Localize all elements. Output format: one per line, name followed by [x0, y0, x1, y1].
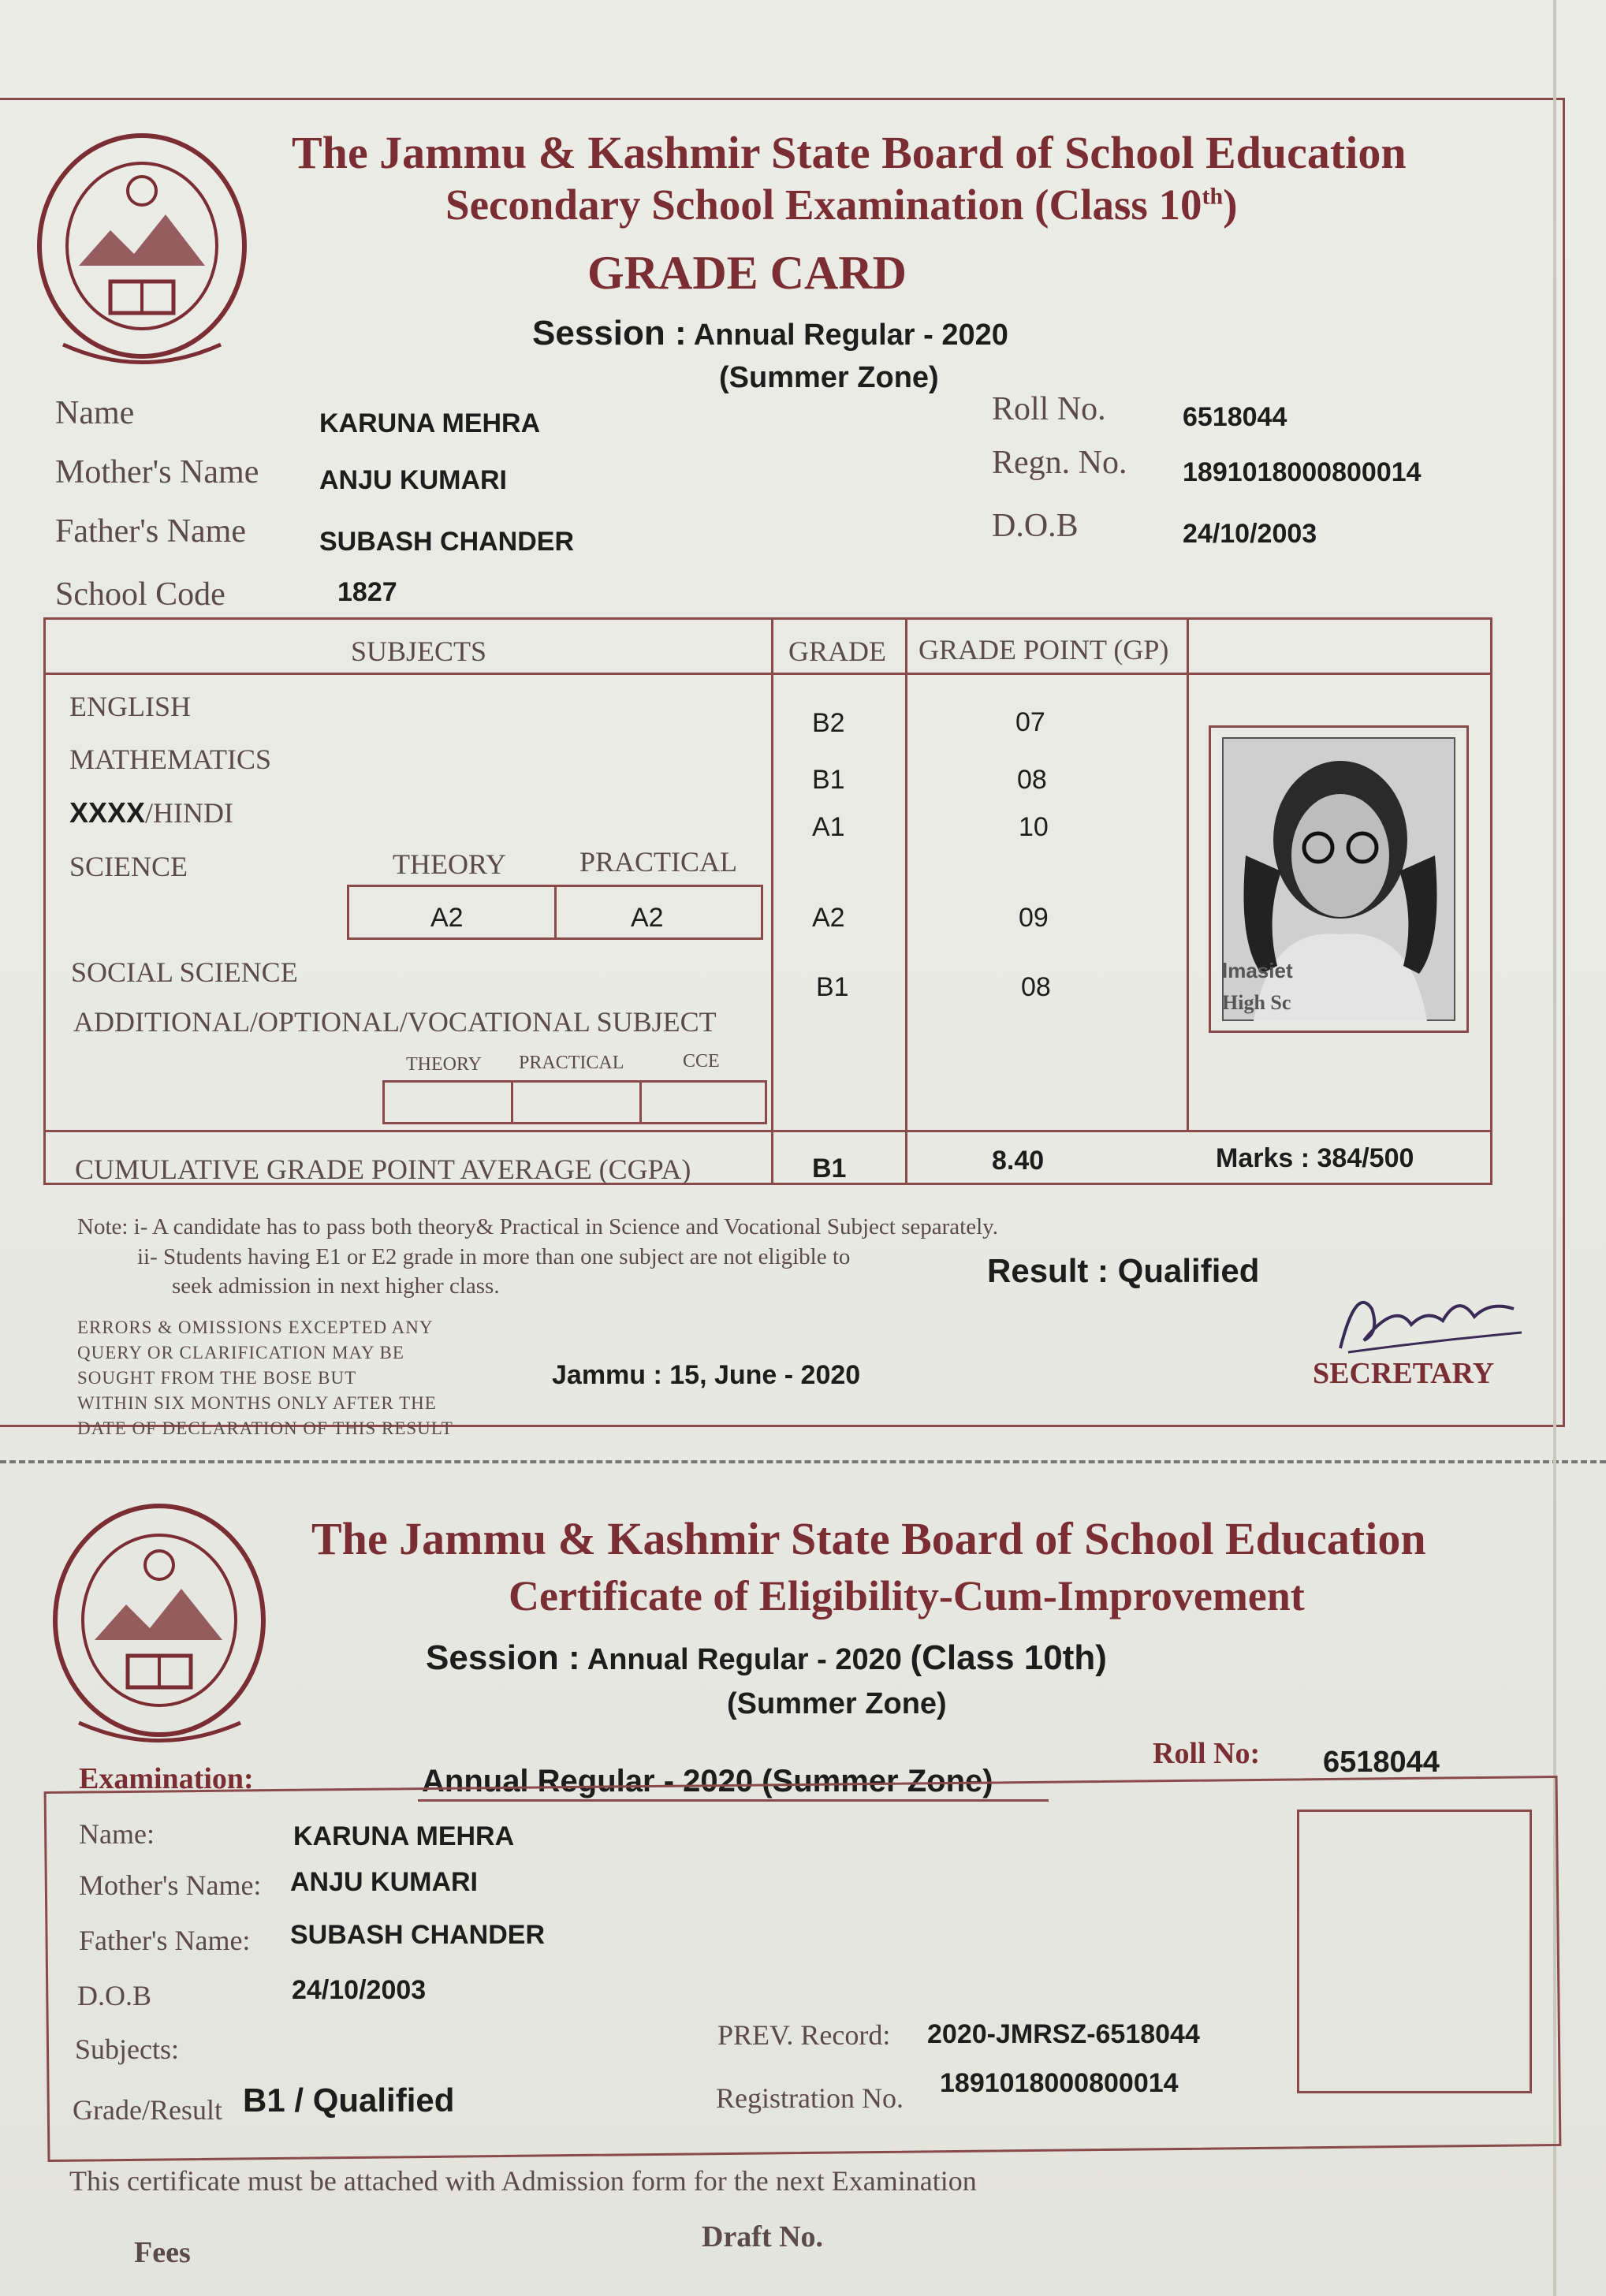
gp-science: 09 [1019, 903, 1049, 933]
board-emblem-icon-2 [47, 1498, 272, 1750]
add-practical-label: PRACTICAL [519, 1053, 624, 1073]
cert-class: (Class 10th) [910, 1638, 1107, 1677]
errors-line-4: WITHIN SIX MONTHS ONLY AFTER THE [77, 1393, 437, 1413]
dob-label: D.O.B [992, 508, 1079, 544]
errors-line-1: ERRORS & OMISSIONS EXCEPTED ANY [77, 1318, 434, 1337]
add-cce-label: CCE [683, 1051, 720, 1072]
tear-line [0, 1460, 1606, 1463]
cert-roll-label: Roll No: [1153, 1737, 1261, 1770]
grade-english: B2 [812, 708, 845, 738]
roll-label: Roll No. [992, 391, 1106, 427]
cert-zone: (Summer Zone) [727, 1687, 947, 1720]
subject-science: SCIENCE [69, 851, 188, 882]
theory-label: THEORY [393, 848, 506, 880]
cert-mother-label: Mother's Name: [79, 1869, 262, 1901]
student-photo [1222, 737, 1455, 1021]
name-label: Name [55, 395, 135, 431]
cert-session-line [426, 1638, 1107, 1678]
science-practical-grade: A2 [631, 903, 664, 933]
session-zone: (Summer Zone) [719, 361, 939, 394]
cert-grade-value: B1 / Qualified [243, 2082, 455, 2119]
cert-grade-label: Grade/Result [73, 2094, 222, 2126]
cert-session-value: Annual Regular - 2020 [587, 1643, 902, 1676]
table-col-rule-2 [905, 617, 907, 1185]
dob-value: 24/10/2003 [1183, 519, 1317, 549]
subject-language [69, 796, 233, 829]
subject-language-name: /HINDI [145, 797, 234, 829]
errors-notice [77, 1315, 453, 1441]
exam-title-sup: th [1202, 183, 1224, 210]
school-code-value: 1827 [337, 577, 397, 607]
board-emblem-icon [32, 128, 252, 372]
col-grade-point: GRADE POINT (GP) [919, 634, 1169, 665]
board-name: The Jammu & Kashmir State Board of School Education [292, 127, 1407, 178]
practical-label: PRACTICAL [579, 846, 738, 878]
cgpa-value: 8.40 [992, 1146, 1045, 1176]
regn-label: Regn. No. [992, 445, 1127, 481]
exam-title-text: Secondary School Examination (Class 10 [445, 181, 1202, 229]
cert-dob-label: D.O.B [77, 1980, 152, 2011]
col-subjects: SUBJECTS [351, 636, 487, 667]
gp-social-science: 08 [1021, 972, 1051, 1002]
mother-value: ANJU KUMARI [319, 465, 507, 495]
errors-line-2: QUERY OR CLARIFICATION MAY BE [77, 1343, 404, 1362]
exam-title-end: ) [1223, 181, 1238, 229]
errors-line-3: SOUGHT FROM THE BOSE BUT [77, 1368, 357, 1388]
add-theory-label: THEORY [406, 1054, 482, 1075]
exam-value: Annual Regular - 2020 (Summer Zone) [422, 1764, 993, 1798]
table-header-rule [43, 673, 1492, 675]
cert-reg-label: Registration No. [716, 2082, 904, 2114]
grade-card-title: GRADE CARD [587, 247, 907, 299]
place-date: Jammu : 15, June - 2020 [552, 1360, 861, 1390]
cert-roll-value: 6518044 [1323, 1746, 1440, 1779]
table-col-rule-1 [771, 617, 773, 1185]
cert-father-value: SUBASH CHANDER [290, 1920, 546, 1950]
cert-attach-note: This certificate must be attached with Admission form for the next Examination [69, 2165, 977, 2197]
regn-value: 1891018000800014 [1183, 457, 1422, 487]
cert-session-label: Session : [426, 1638, 580, 1677]
science-theory-grade: A2 [430, 903, 464, 933]
exam-title [445, 180, 1238, 229]
cert-name-label: Name: [79, 1818, 155, 1850]
note-2: ii- Students having E1 or E2 grade in more than one subject are not eligible to [137, 1244, 851, 1269]
father-label: Father's Name [55, 513, 246, 550]
cert-photo-box [1297, 1810, 1532, 2093]
cert-father-label: Father's Name: [79, 1925, 251, 1956]
cert-draft-label: Draft No. [702, 2220, 824, 2253]
subject-english: ENGLISH [69, 691, 191, 722]
errors-line-5: DATE OF DECLARATION OF THIS RESULT [77, 1418, 453, 1438]
session-label: Session : [532, 314, 687, 352]
grade-mathematics: B1 [812, 765, 845, 795]
cert-dob-value: 24/10/2003 [292, 1975, 427, 2005]
additional-split-rule-1 [511, 1080, 513, 1124]
table-cgpa-rule [43, 1130, 1492, 1132]
table-col-rule-3 [1187, 617, 1189, 1130]
result-text: Result : Qualified [987, 1252, 1260, 1289]
photo-caption-1: lmasiet [1222, 959, 1293, 982]
cert-title: Certificate of Eligibility-Cum-Improvement [509, 1572, 1305, 1620]
cert-prev-label: PREV. Record: [717, 2019, 891, 2051]
gp-language: 10 [1019, 812, 1049, 842]
cert-fees-label: Fees [134, 2236, 191, 2269]
cert-board-name: The Jammu & Kashmir State Board of School Education [311, 1513, 1426, 1564]
gp-mathematics: 08 [1017, 765, 1047, 795]
subject-social-science: SOCIAL SCIENCE [71, 956, 298, 988]
roll-value: 6518044 [1183, 402, 1287, 432]
marks-value: Marks : 384/500 [1216, 1143, 1414, 1173]
secretary-signature [1325, 1277, 1530, 1364]
note-3: seek admission in next higher class. [172, 1273, 500, 1299]
cert-subjects-label: Subjects: [75, 2033, 179, 2065]
session-line [532, 314, 1008, 353]
father-value: SUBASH CHANDER [319, 527, 575, 557]
cert-mother-value: ANJU KUMARI [290, 1867, 478, 1897]
note-1: Note: i- A candidate has to pass both theory& Practical in Science and Vocational Subject separately. [77, 1214, 999, 1239]
cert-name-value: KARUNA MEHRA [293, 1821, 515, 1851]
photo-caption-2: High Sc [1222, 991, 1291, 1014]
grade-social-science: B1 [816, 972, 849, 1002]
grade-language: A1 [812, 812, 845, 842]
additional-split-rule-2 [639, 1080, 642, 1124]
col-grade: GRADE [788, 636, 886, 667]
cgpa-grade: B1 [812, 1154, 847, 1183]
cert-reg-value: 1891018000800014 [940, 2068, 1179, 2098]
mother-label: Mother's Name [55, 454, 259, 490]
grade-science: A2 [812, 903, 845, 933]
gp-english: 07 [1015, 707, 1045, 737]
exam-label: Examination: [79, 1762, 254, 1795]
cgpa-label: CUMULATIVE GRADE POINT AVERAGE (CGPA) [75, 1154, 691, 1185]
secretary-title: SECRETARY [1313, 1357, 1495, 1390]
cert-prev-value: 2020-JMRSZ-6518044 [927, 2019, 1200, 2049]
additional-subject-label: ADDITIONAL/OPTIONAL/VOCATIONAL SUBJECT [73, 1006, 717, 1038]
science-split-rule [554, 885, 557, 940]
name-value: KARUNA MEHRA [319, 408, 541, 438]
additional-split-box [382, 1080, 767, 1124]
session-value: Annual Regular - 2020 [693, 319, 1008, 352]
school-code-label: School Code [55, 576, 225, 613]
subject-language-redacted: XXXX [69, 796, 146, 829]
subject-mathematics: MATHEMATICS [69, 744, 272, 775]
